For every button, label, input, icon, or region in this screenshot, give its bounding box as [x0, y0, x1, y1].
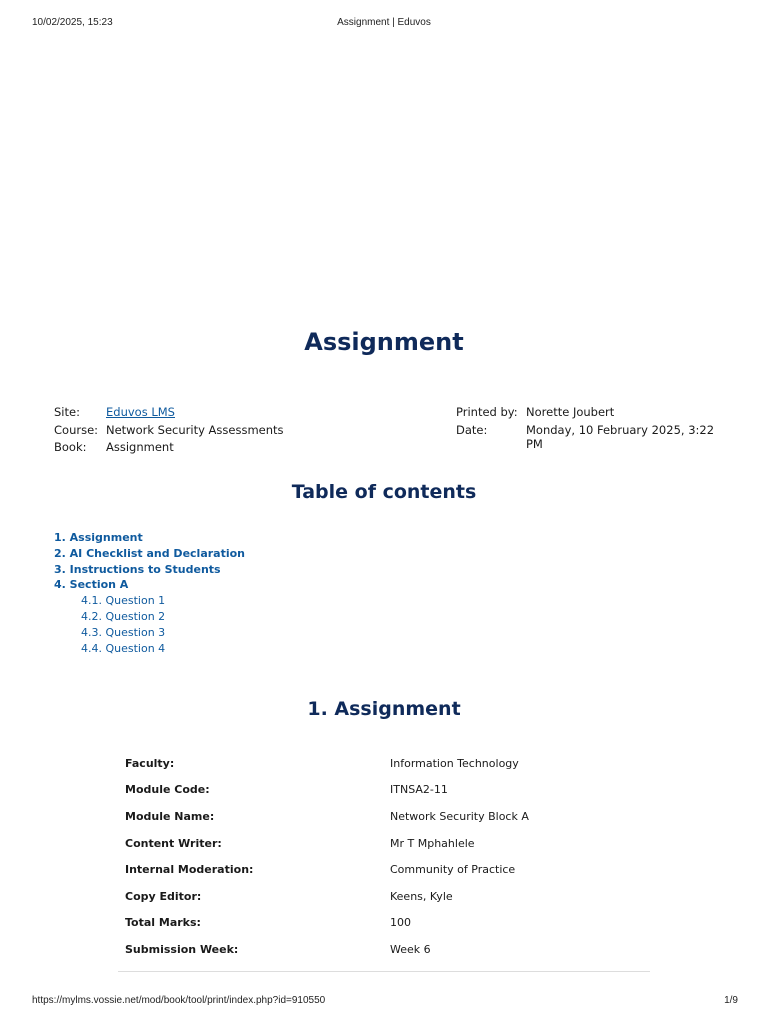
book-metadata — [54, 405, 734, 458]
printed-by-label: Printed by: — [456, 405, 518, 419]
table-row — [118, 830, 650, 857]
copy-editor-label: Copy Editor: — [125, 889, 202, 903]
course-label: Course: — [54, 422, 99, 437]
table-of-contents — [54, 530, 245, 656]
module-name-value: Network Security Block A — [390, 809, 529, 823]
print-header — [0, 17, 768, 31]
total-marks-label: Total Marks: — [125, 916, 201, 930]
site-link[interactable]: Eduvos LMS — [106, 405, 175, 419]
table-row — [118, 856, 650, 883]
faculty-value: Information Technology — [390, 756, 519, 770]
section-title-assignment: 1. Assignment — [307, 698, 461, 720]
content-writer-value: Mr T Mphahlele — [390, 836, 475, 850]
module-name-label: Module Name: — [125, 809, 215, 823]
document-title: Assignment — [304, 328, 464, 356]
toc-item-question-4[interactable]: 4.4. Question 4 — [81, 641, 166, 655]
module-code-label: Module Code: — [125, 783, 210, 797]
internal-moderation-value: Community of Practice — [390, 863, 516, 877]
table-row — [118, 803, 650, 830]
toc-item-assignment[interactable]: 1. Assignment — [54, 531, 143, 544]
table-divider — [118, 971, 650, 972]
site-label: Site: — [54, 405, 80, 419]
assignment-info-table — [118, 750, 650, 963]
submission-week-label: Submission Week: — [125, 942, 239, 956]
total-marks-value: 100 — [390, 916, 411, 930]
print-url: https://mylms.vossie.net/mod/book/tool/print/index.php?id=910550 — [32, 995, 326, 1006]
printed-by-value: Norette Joubert — [526, 405, 615, 419]
toc-item-question-1[interactable]: 4.1. Question 1 — [81, 594, 166, 608]
book-label: Book: — [54, 440, 87, 454]
meta-row-site — [54, 405, 734, 423]
submission-week-value: Week 6 — [390, 942, 431, 956]
internal-moderation-label: Internal Moderation: — [125, 863, 254, 877]
faculty-label: Faculty: — [125, 756, 175, 770]
table-row — [118, 936, 650, 963]
table-row — [118, 777, 650, 804]
print-page-title: Assignment | Eduvos — [337, 17, 431, 28]
page-number: 1/9 — [724, 995, 738, 1006]
table-row — [118, 910, 650, 937]
toc-item-section-a[interactable]: 4. Section A — [54, 578, 129, 592]
toc-item-question-2[interactable]: 4.2. Question 2 — [81, 609, 166, 623]
toc-title: Table of contents — [291, 481, 477, 503]
date-label: Date: — [456, 422, 488, 437]
content-writer-label: Content Writer: — [125, 836, 222, 850]
book-value: Assignment — [106, 440, 174, 454]
print-datetime: 10/02/2025, 15:23 — [32, 17, 113, 28]
copy-editor-value: Keens, Kyle — [390, 889, 453, 903]
toc-item-ai-checklist[interactable]: 2. AI Checklist and Declaration — [54, 546, 246, 560]
table-row — [118, 750, 650, 777]
toc-item-instructions[interactable]: 3. Instructions to Students — [54, 562, 221, 576]
date-value: Monday, 10 February 2025, 3:22 PM — [526, 422, 715, 451]
course-value: Network Security Assessments — [106, 422, 284, 437]
meta-row-book — [54, 440, 734, 458]
table-row — [118, 883, 650, 910]
module-code-value: ITNSA2-11 — [390, 783, 448, 797]
toc-item-question-3[interactable]: 4.3. Question 3 — [81, 625, 166, 639]
